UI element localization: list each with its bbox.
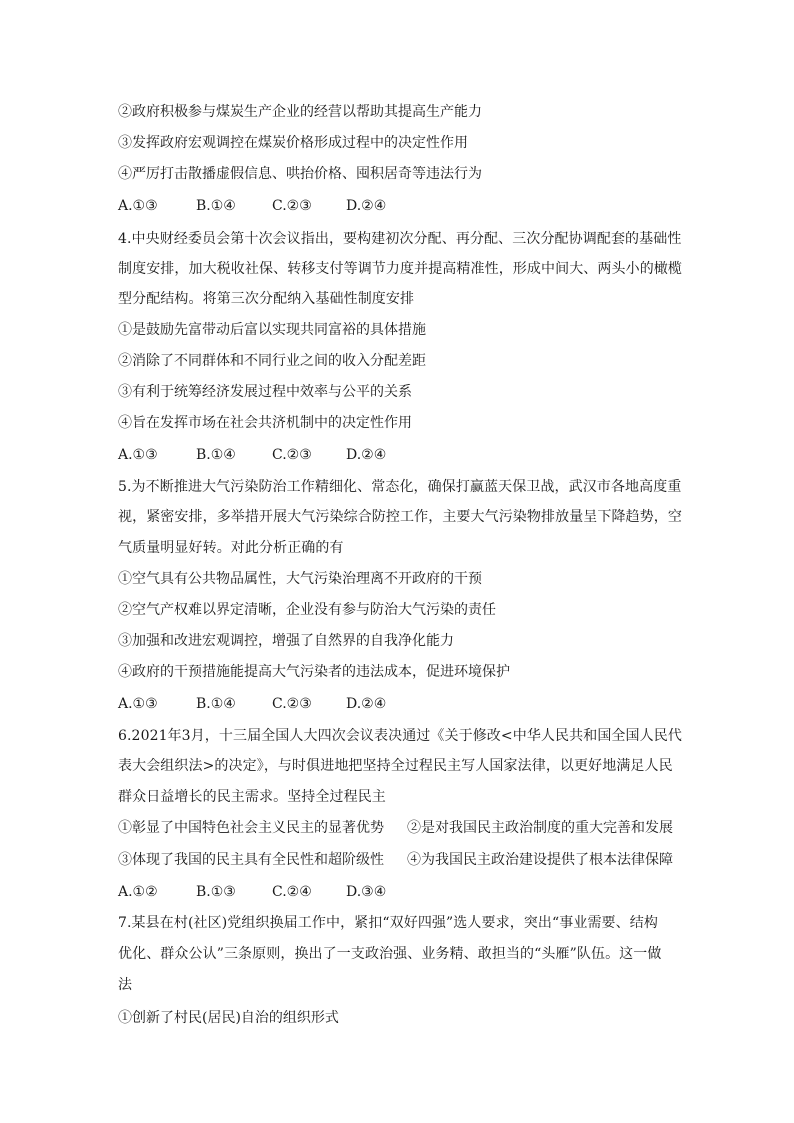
q4-stem-line-2: 制度安排，加大税收社保、转移支付等调节力度并提高精准性，形成中间大、两头小的橄榄: [118, 261, 682, 277]
q5-stem-line-2: 视，紧密安排，多举措开展大气污染综合防控工作，主要大气污染物排放量呈下降趋势，空: [118, 509, 682, 525]
q6-item-2: ②是对我国民主政治制度的重大完善和发展: [407, 820, 673, 836]
q5-item-4: ④政府的干预措施能提高大气污染者的违法成本，促进环境保护: [118, 664, 510, 680]
q6-options: [118, 882, 518, 902]
q6-item-1: ①彰显了中国特色社会主义民主的显著优势: [118, 820, 384, 836]
q5-stem-line-3: 气质量明显好转。对此分析正确的有: [118, 540, 344, 556]
q7-stem-line-1: 7.某县在村(社区)党组织换届工作中，紧扣“双好四强”选人要求，突出“事业需要、结构: [118, 915, 658, 931]
q5-option-c: C.②③: [272, 696, 312, 712]
q3-option-d: D.②④: [346, 198, 387, 214]
q4-stem-line-3: 型分配结构。将第三次分配纳入基础性制度安排: [118, 291, 415, 307]
q5-option-d: D.②④: [346, 696, 387, 712]
q5-item-1: ①空气具有公共物品属性，大气污染治理离不开政府的干预: [118, 571, 482, 587]
q4-stem-line-1: 4.中央财经委员会第十次会议指出，要构建初次分配、再分配、三次分配协调配套的基础性: [118, 231, 682, 247]
q3-option-c: C.②③: [272, 198, 312, 214]
q5-item-2: ②空气产权难以界定清晰，企业没有参与防治大气污染的责任: [118, 602, 496, 618]
q6-item-3: ③体现了我国的民主具有全民性和超阶级性: [118, 852, 384, 868]
q6-option-c: C.②④: [272, 884, 312, 900]
q3-option-b: B.①④: [196, 198, 236, 214]
q6-items-row-2: [118, 850, 678, 870]
q4-option-c: C.②③: [272, 447, 312, 463]
q4-option-b: B.①④: [196, 447, 236, 463]
q7-stem-line-2: 优化、群众公认”三条原则，换出了一支政治强、业务精、敢担当的“头雁”队伍。这一做: [118, 946, 662, 962]
q5-stem-line-1: 5.为不断推进大气污染防治工作精细化、常态化，确保打赢蓝天保卫战，武汉市各地高度重: [118, 479, 682, 495]
q4-item-1: ①是鼓励先富带动后富以实现共同富裕的具体措施: [118, 322, 426, 338]
q6-stem-line-3: 群众日益增长的民主需求。坚持全过程民主: [118, 789, 386, 805]
q6-option-a: A.①②: [118, 884, 158, 900]
q4-item-2: ②消除了不同群体和不同行业之间的收入分配差距: [118, 353, 426, 369]
q3-item-4: ④严厉打击散播虚假信息、哄抬价格、囤积居奇等违法行为: [118, 166, 482, 182]
q4-item-4: ④旨在发挥市场在社会共济机制中的决定性作用: [118, 415, 412, 431]
q6-items-row-1: [118, 818, 678, 838]
q7-item-1: ①创新了村民(居民)自治的组织形式: [118, 1010, 339, 1026]
q7-stem-line-3: 法: [118, 977, 133, 993]
q6-stem-line-1: 6.2021年3月，十三届全国人大四次会议表决通过《关于修改<中华人民共和国全国人民代: [118, 728, 682, 744]
q4-option-a: A.①③: [118, 447, 158, 463]
q6-option-b: B.①③: [196, 884, 236, 900]
q3-item-2: ②政府积极参与煤炭生产企业的经营以帮助其提高生产能力: [118, 104, 482, 120]
q5-option-a: A.①③: [118, 696, 158, 712]
q4-options: [118, 445, 518, 465]
q6-option-d: D.③④: [346, 884, 387, 900]
q6-item-4: ④为我国民主政治建设提供了根本法律保障: [407, 852, 673, 868]
q3-item-3: ③发挥政府宏观调控在煤炭价格形成过程中的决定性作用: [118, 135, 468, 151]
q5-item-3: ③加强和改进宏观调控，增强了自然界的自我净化能力: [118, 633, 454, 649]
q3-option-a: A.①③: [118, 198, 158, 214]
q5-option-b: B.①④: [196, 696, 236, 712]
q5-options: [118, 694, 518, 714]
q6-stem-line-2: 表大会组织法>的决定》，与时俱进地把坚持全过程民主写人国家法律，以更好地满足人民: [118, 758, 673, 774]
q3-options: [118, 196, 518, 216]
q4-option-d: D.②④: [346, 447, 387, 463]
q4-item-3: ③有利于统筹经济发展过程中效率与公平的关系: [118, 384, 412, 400]
